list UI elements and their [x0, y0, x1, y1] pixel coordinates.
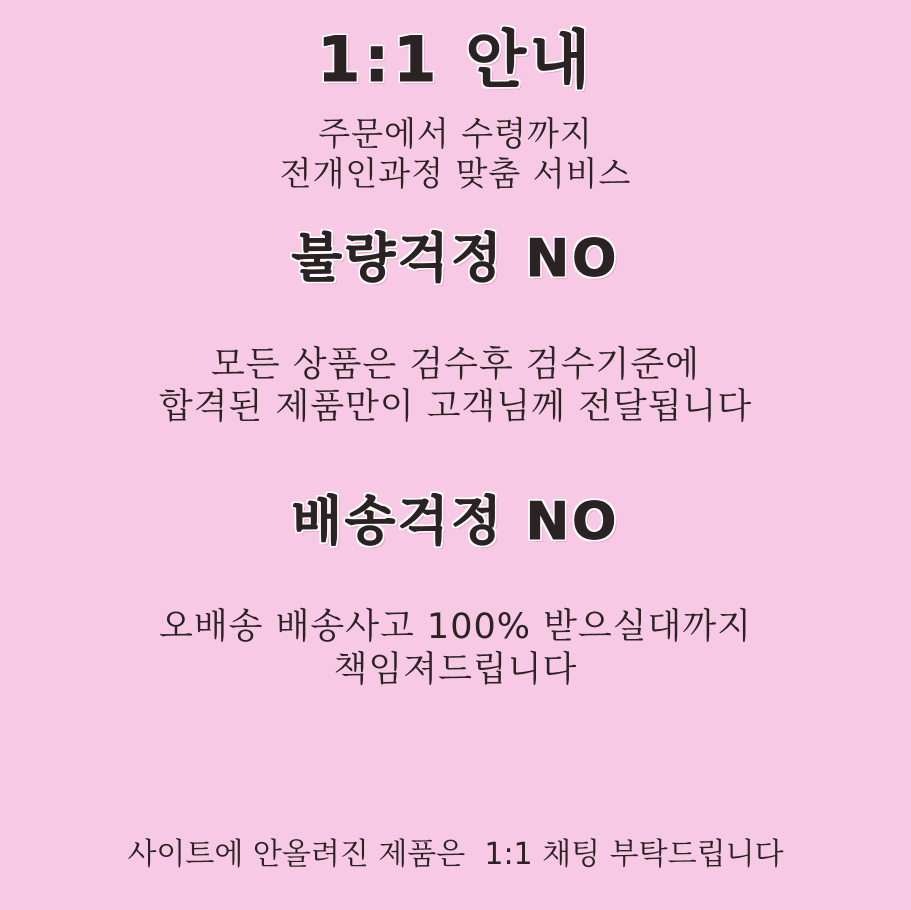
quality-heading-block [0, 228, 911, 291]
delivery-body-block [0, 606, 911, 691]
delivery-heading-block [0, 491, 911, 554]
title-block [0, 22, 911, 98]
footer-block [0, 837, 911, 874]
quality-heading: 불량걱정 NO [291, 229, 620, 290]
intro-block [0, 114, 911, 195]
page-title: 1:1 안내 [317, 23, 594, 96]
delivery-heading: 배송걱정 NO [291, 491, 620, 552]
delivery-line-1: 오배송 배송사고 100% 받으실대까지 [159, 607, 752, 648]
quality-line-2: 합격된 제품만이 고객님께 전달됩니다 [158, 387, 753, 428]
intro-line-2: 전개인과정 맞춤 서비스 [279, 153, 632, 193]
quality-line-1: 모든 상품은 검수후 검수기준에 [211, 344, 700, 385]
intro-line-1: 주문에서 수령까지 [318, 113, 593, 153]
delivery-line-2: 책임져드립니다 [333, 650, 578, 691]
footer-note: 사이트에 안올려진 제품은 1:1 채팅 부탁드립니다 [127, 837, 784, 873]
quality-body-block [0, 344, 911, 429]
